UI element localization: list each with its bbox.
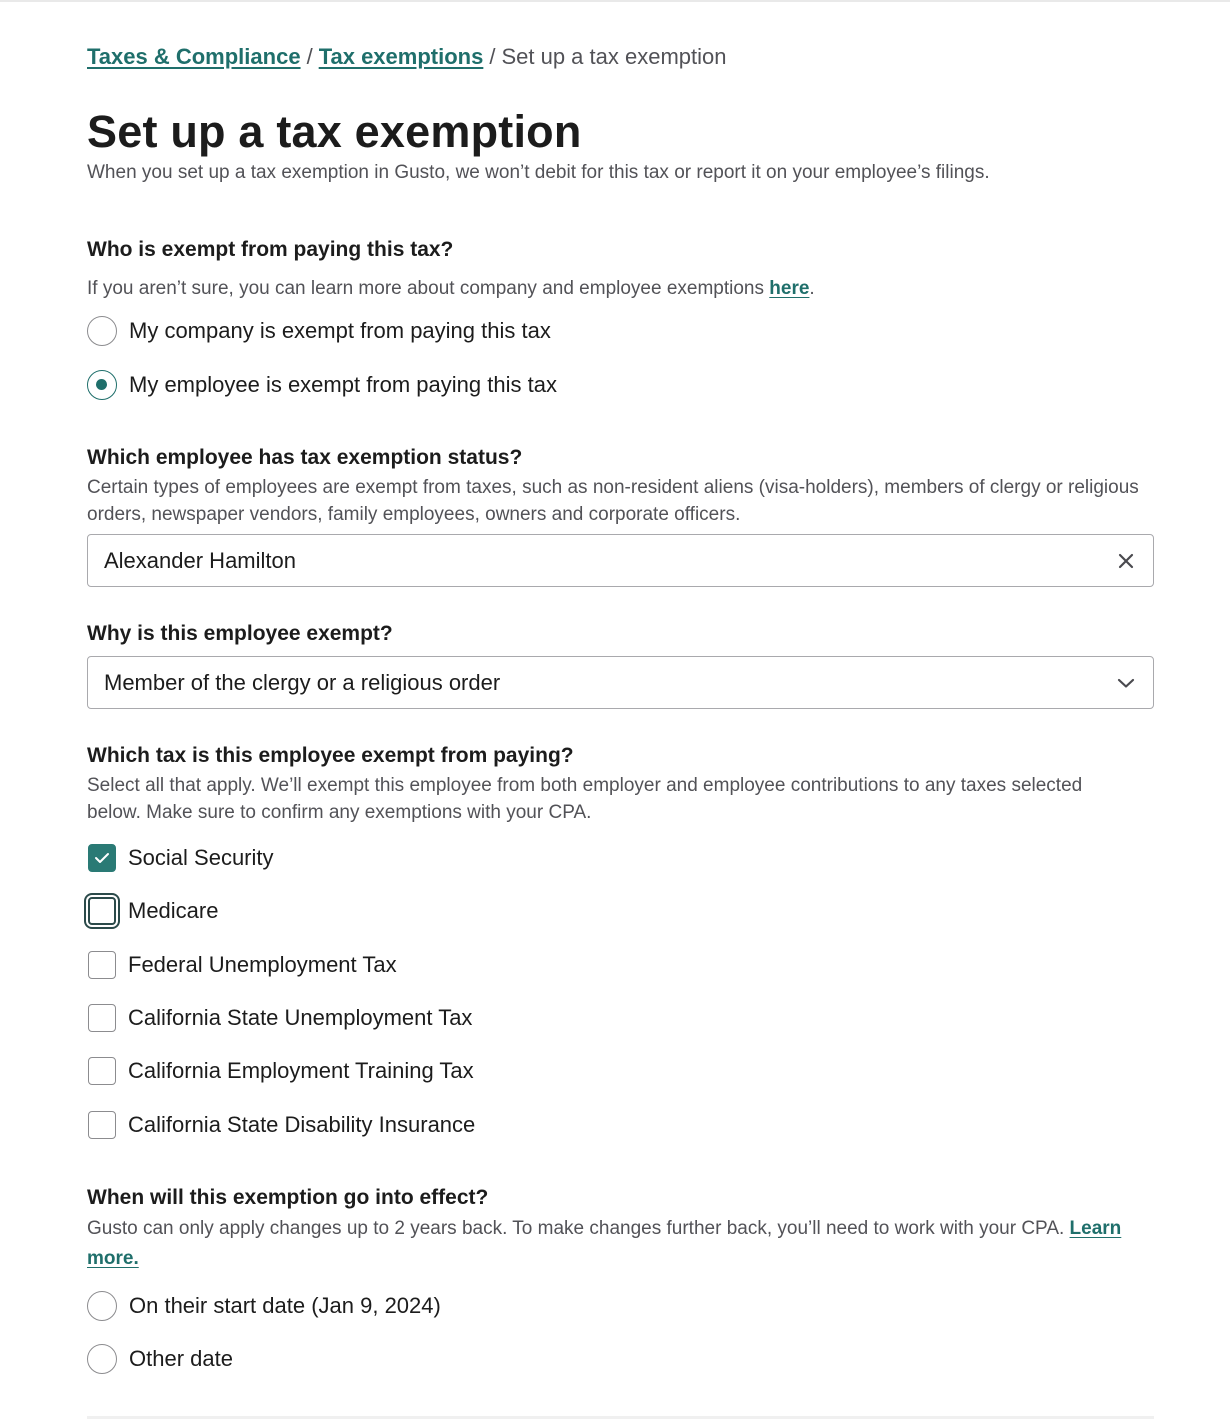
employee-help: Certain types of employees are exempt from taxes, such as non-resident aliens (visa-holders), members of clergy or religious orders, newspaper vendors, family employees, owners and corporate officers. [87, 477, 1139, 525]
checkbox-federal-unemployment-tax[interactable] [87, 948, 397, 982]
checkbox[interactable] [88, 951, 116, 979]
radio-button[interactable] [87, 1291, 117, 1321]
check-icon [94, 852, 110, 864]
employee-question: Which employee has tax exemption status? [87, 446, 523, 469]
taxes-question: Which tax is this employee exempt from paying? [87, 744, 574, 767]
checkbox-label: Federal Unemployment Tax [128, 952, 397, 977]
breadcrumb-separator: / [306, 44, 313, 69]
breadcrumb [87, 44, 727, 70]
breadcrumb-current: Set up a tax exemption [501, 44, 727, 69]
employee-input[interactable] [87, 534, 1154, 587]
checkbox-focused[interactable] [88, 897, 116, 925]
checkbox[interactable] [88, 1004, 116, 1032]
employee-input-value: Alexander Hamilton [104, 547, 296, 573]
learn-more-link[interactable]: Learn more. [87, 1218, 1122, 1269]
checkbox-label: California State Unemployment Tax [128, 1005, 473, 1030]
radio-label: My company is exempt from paying this tax [129, 318, 551, 343]
checkbox-medicare[interactable] [87, 894, 218, 928]
breadcrumb-link-taxes-compliance[interactable]: Taxes & Compliance [87, 44, 301, 69]
checkbox-label: California State Disability Insurance [128, 1112, 476, 1137]
checkbox-label: Social Security [128, 845, 274, 870]
page-subtitle: When you set up a tax exemption in Gusto, we won’t debit for this tax or report it on your employee’s filings. [87, 162, 990, 183]
checkbox-ca-state-unemployment-tax[interactable] [87, 1001, 472, 1035]
radio-company-exempt[interactable] [87, 314, 551, 348]
who-exempt-help-suffix: . [809, 278, 815, 299]
radio-button[interactable] [87, 1344, 117, 1374]
radio-other-date[interactable] [87, 1342, 233, 1376]
effective-question: When will this exemption go into effect? [87, 1186, 489, 1209]
checkbox[interactable] [88, 1111, 116, 1139]
effective-help [87, 1214, 1137, 1274]
chevron-down-icon[interactable] [1115, 672, 1137, 694]
taxes-help: Select all that apply. We’ll exempt this employee from both employer and employee contributions to any taxes selected below. Make sure to confirm any exemptions with your CPA. [87, 775, 1083, 823]
checkbox-label: Medicare [128, 898, 219, 923]
checkbox-label: California Employment Training Tax [128, 1058, 474, 1083]
checkbox-ca-state-disability-insurance[interactable] [87, 1108, 475, 1142]
who-exempt-help-text: If you aren’t sure, you can learn more about company and employee exemptions [87, 278, 770, 299]
radio-label: My employee is exempt from paying this tax [129, 372, 557, 397]
breadcrumb-separator: / [489, 44, 496, 69]
checkbox-checked[interactable] [88, 844, 116, 872]
reason-select[interactable] [87, 656, 1154, 709]
checkbox-social-security[interactable] [87, 841, 274, 875]
who-exempt-help [87, 275, 1154, 302]
radio-label: Other date [129, 1346, 233, 1371]
footer-divider [87, 1416, 1154, 1419]
radio-label: On their start date (Jan 9, 2024) [129, 1293, 441, 1318]
close-icon[interactable] [1115, 550, 1137, 572]
breadcrumb-link-tax-exemptions[interactable]: Tax exemptions [318, 44, 484, 69]
reason-question: Why is this employee exempt? [87, 622, 393, 645]
radio-employee-exempt[interactable] [87, 368, 557, 402]
reason-select-value: Member of the clergy or a religious order [104, 669, 501, 695]
who-exempt-question: Who is exempt from paying this tax? [87, 238, 454, 261]
radio-button[interactable] [87, 316, 117, 346]
checkbox[interactable] [88, 1057, 116, 1085]
checkbox-ca-employment-training-tax[interactable] [87, 1054, 474, 1088]
radio-start-date[interactable] [87, 1289, 441, 1323]
learn-more-here-link[interactable]: here [769, 278, 810, 299]
top-divider [0, 0, 1230, 2]
effective-help-text: Gusto can only apply changes up to 2 years back. To make changes further back, you’ll need to work with your CPA. [87, 1218, 1070, 1239]
radio-button-selected[interactable] [87, 370, 117, 400]
page-title: Set up a tax exemption [87, 106, 582, 157]
